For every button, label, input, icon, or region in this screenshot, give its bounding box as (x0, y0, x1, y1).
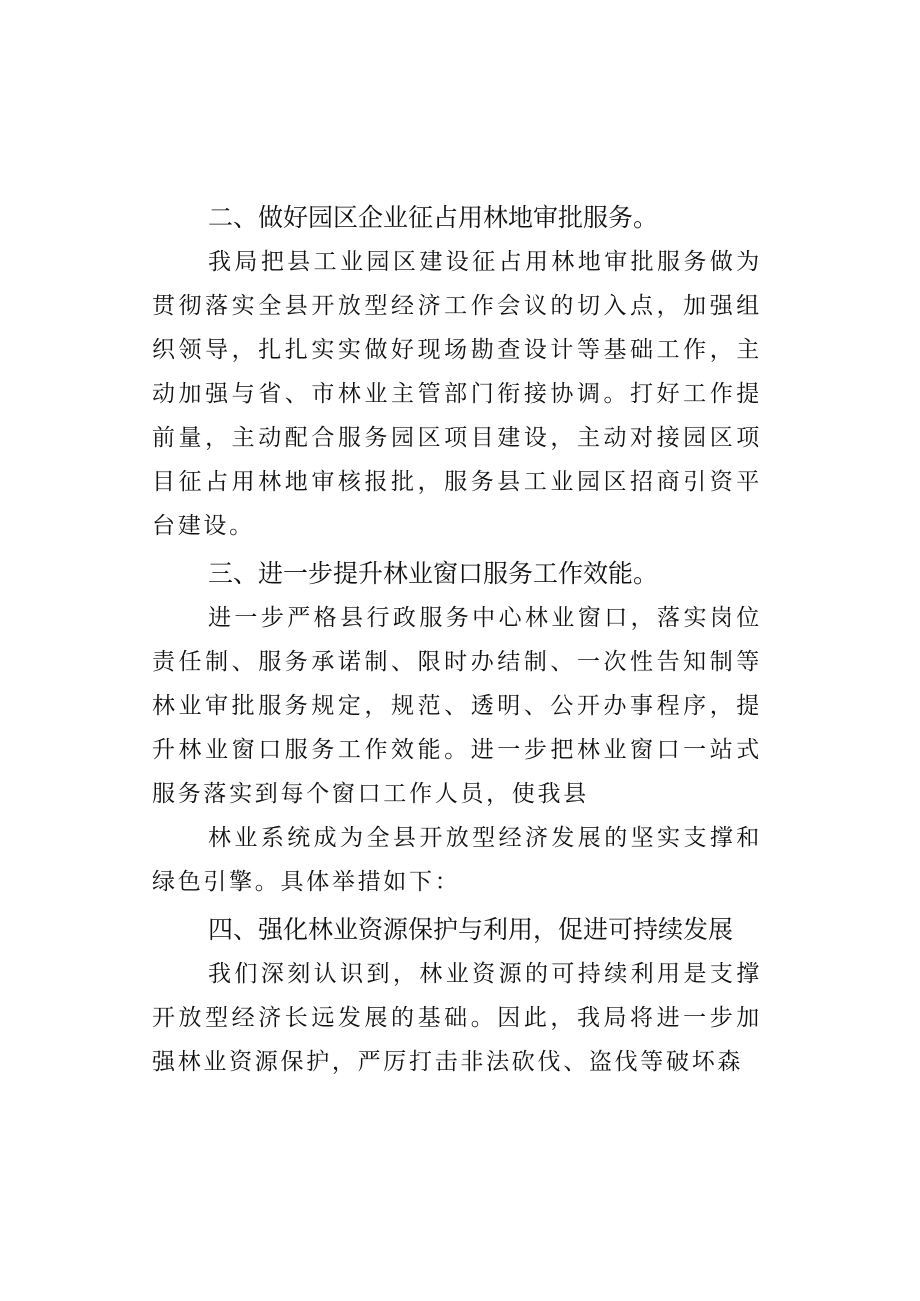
section-3-paragraph-continued: 林业系统成为全县开放型经济发展的坚实支撑和绿色引擎。具体举措如下： (152, 825, 762, 895)
section-heading-2: 二、做好园区企业征占用林地审批服务。 (208, 203, 659, 232)
section-heading-3: 三、进一步提升林业窗口服务工作效能。 (208, 559, 659, 588)
section-2-paragraph: 我局把县工业园区建设征占用林地审批服务做为贯彻落实全县开放型经济工作会议的切入点，加强组织领导，扎扎实实做好现场勘查设计等基础工作，主动加强与省、市林业主管部门衔接协调。打好工作提前量，主动配合服务园区项目建设，主动对接园区项目征占用林地审核报批，服务县工业园区招商引资平台建设。 (152, 249, 762, 539)
section-heading-4: 四、强化林业资源保护与利用，促进可持续发展 (208, 915, 734, 944)
section-3-paragraph: 进一步严格县行政服务中心林业窗口，落实岗位责任制、服务承诺制、限时办结制、一次性告知制等林业审批服务规定，规范、透明、公开办事程序，提升林业窗口服务工作效能。进一步把林业窗口一站式服务落实到每个窗口工作人员，使我县 (152, 605, 762, 807)
section-4-paragraph: 我们深刻认识到，林业资源的可持续利用是支撑开放型经济长远发展的基础。因此，我局将进一步加强林业资源保护，严厉打击非法砍伐、盗伐等破坏森 (152, 961, 762, 1075)
document-body (152, 196, 762, 1084)
